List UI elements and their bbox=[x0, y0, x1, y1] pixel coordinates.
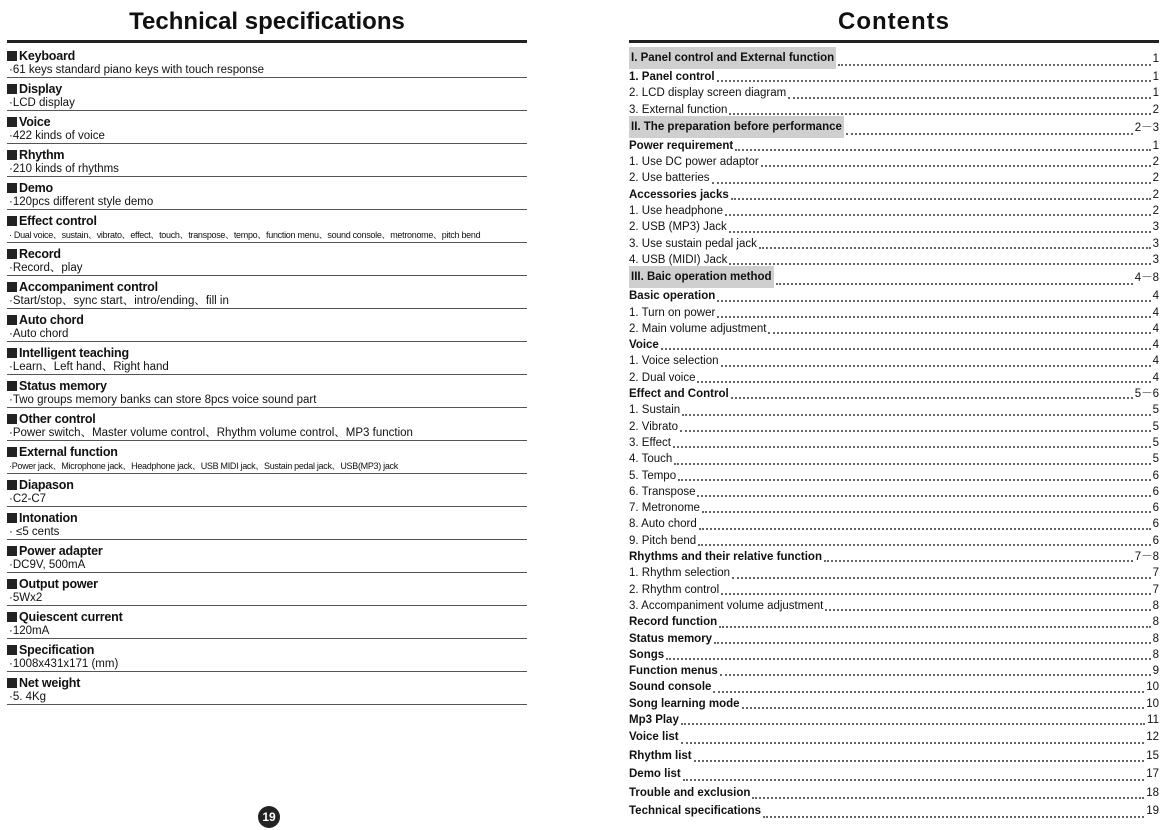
spec-name bbox=[7, 82, 527, 96]
dot-leader bbox=[776, 283, 1133, 285]
toc-entry-label: Technical specifications bbox=[629, 805, 762, 818]
toc-entry bbox=[629, 321, 1159, 337]
square-bullet-icon bbox=[7, 381, 17, 391]
spec-name bbox=[7, 544, 527, 558]
title-rule bbox=[7, 40, 527, 43]
square-bullet-icon bbox=[7, 183, 17, 193]
spec-name bbox=[7, 676, 527, 690]
toc-entry-label: Basic operation bbox=[629, 290, 716, 303]
toc-entry-label: Status memory bbox=[629, 632, 713, 645]
toc-entry-page: 17 bbox=[1146, 768, 1159, 781]
spec-name bbox=[7, 181, 527, 195]
spec-value: · ≤5 cents bbox=[7, 525, 527, 540]
spec-value: ·5. 4Kg bbox=[7, 690, 527, 705]
spec-name-text: Demo bbox=[19, 181, 53, 195]
spec-item bbox=[7, 313, 527, 342]
dot-leader bbox=[683, 779, 1144, 781]
spec-name-text: Net weight bbox=[19, 676, 81, 690]
dot-leader bbox=[681, 742, 1145, 744]
dot-leader bbox=[694, 760, 1145, 762]
toc-entry bbox=[629, 85, 1159, 101]
spec-value: ·210 kinds of rhythms bbox=[7, 162, 527, 177]
toc-entry bbox=[629, 138, 1159, 154]
toc-entry-label: Trouble and exclusion bbox=[629, 786, 751, 799]
dot-leader bbox=[763, 816, 1144, 818]
spec-name bbox=[7, 511, 527, 525]
toc-entry bbox=[629, 435, 1159, 451]
toc-entry-label: 8. Auto chord bbox=[629, 518, 697, 531]
toc-entry-label: 1. Use DC power adaptor bbox=[629, 156, 759, 169]
toc-entry-label: 2. Use batteries bbox=[629, 172, 710, 185]
toc-entry-label: Record function bbox=[629, 616, 718, 629]
toc-entry-label: 1. Turn on power bbox=[629, 306, 716, 319]
contents-page bbox=[629, 8, 1159, 821]
spec-item bbox=[7, 82, 527, 111]
toc-entry-label: II. The preparation before performance bbox=[629, 116, 844, 138]
spec-name-text: Rhythm bbox=[19, 148, 65, 162]
dot-leader bbox=[698, 544, 1150, 546]
toc-entry-page: 10 bbox=[1146, 681, 1159, 694]
spec-item bbox=[7, 49, 527, 78]
spec-name-text: Other control bbox=[19, 412, 96, 426]
spec-value: ·Record、play bbox=[7, 261, 527, 276]
spec-name bbox=[7, 313, 527, 327]
toc-entry-label: 2. USB (MP3) Jack bbox=[629, 221, 727, 234]
square-bullet-icon bbox=[7, 579, 17, 589]
dot-leader bbox=[699, 528, 1151, 530]
toc-entry bbox=[629, 419, 1159, 435]
toc-entry-label: 2. Vibrato bbox=[629, 420, 679, 433]
dot-leader bbox=[697, 495, 1150, 497]
toc-entry-page: 8 bbox=[1152, 632, 1159, 645]
dot-leader bbox=[731, 198, 1151, 200]
dot-leader bbox=[678, 479, 1150, 481]
spec-item bbox=[7, 445, 527, 474]
square-bullet-icon bbox=[7, 348, 17, 358]
toc-entry bbox=[629, 765, 1159, 784]
dot-leader bbox=[661, 348, 1151, 350]
toc-entry bbox=[629, 370, 1159, 386]
toc-entry-label: 6. Transpose bbox=[629, 485, 696, 498]
toc-entry bbox=[629, 118, 1159, 138]
toc-entry-page: 6 bbox=[1152, 469, 1159, 482]
toc-entry-page: 6 bbox=[1152, 502, 1159, 515]
spec-name bbox=[7, 412, 527, 426]
toc-entry-label: Rhythms and their relative function bbox=[629, 551, 822, 564]
spec-name bbox=[7, 577, 527, 591]
square-bullet-icon bbox=[7, 51, 17, 61]
dot-leader bbox=[846, 133, 1133, 135]
toc-entry-page: 2－3 bbox=[1134, 121, 1159, 134]
toc-entry-label: Demo list bbox=[629, 768, 681, 781]
toc-entry bbox=[629, 516, 1159, 532]
dot-leader bbox=[759, 247, 1151, 249]
toc-entry-label: III. Baic operation method bbox=[629, 266, 774, 288]
spec-item bbox=[7, 280, 527, 309]
toc-entry-label: 3. Use sustain pedal jack bbox=[629, 237, 757, 250]
spec-item bbox=[7, 379, 527, 408]
toc-entry-page: 10 bbox=[1146, 697, 1159, 710]
dot-leader bbox=[768, 332, 1150, 334]
dot-leader bbox=[713, 691, 1144, 693]
spec-name-text: Diapason bbox=[19, 478, 74, 492]
toc-entry bbox=[629, 49, 1159, 69]
toc-entry bbox=[629, 236, 1159, 252]
dot-leader bbox=[729, 113, 1150, 115]
toc-entry-page: 2 bbox=[1152, 172, 1159, 185]
spec-item bbox=[7, 181, 527, 210]
toc-entry-page: 11 bbox=[1147, 713, 1159, 726]
toc-entry bbox=[629, 614, 1159, 630]
toc-entry-page: 3 bbox=[1152, 237, 1159, 250]
spec-item bbox=[7, 544, 527, 573]
toc-entry bbox=[629, 170, 1159, 186]
toc-entry bbox=[629, 219, 1159, 235]
toc-entry-label: Song learning mode bbox=[629, 697, 740, 710]
toc-entry-page: 9 bbox=[1152, 665, 1159, 678]
dot-leader bbox=[824, 560, 1133, 562]
spec-name-text: Intonation bbox=[19, 511, 78, 525]
spec-name bbox=[7, 478, 527, 492]
toc-entry-page: 1 bbox=[1152, 71, 1159, 83]
spec-name-text: Effect control bbox=[19, 214, 97, 228]
spec-item bbox=[7, 247, 527, 276]
spec-name-text: Quiescent current bbox=[19, 610, 123, 624]
spec-item bbox=[7, 412, 527, 441]
square-bullet-icon bbox=[7, 249, 17, 259]
toc-entry-label: Voice list bbox=[629, 731, 679, 744]
spec-name bbox=[7, 214, 527, 228]
spec-value: ·C2-C7 bbox=[7, 492, 527, 507]
toc-entry-label: 2. Dual voice bbox=[629, 371, 696, 384]
spec-item bbox=[7, 478, 527, 507]
toc-entry-page: 19 bbox=[1146, 805, 1159, 818]
toc-entry-label: 1. Panel control bbox=[629, 71, 715, 83]
spec-item bbox=[7, 643, 527, 672]
toc-entry-page: 2 bbox=[1152, 205, 1159, 218]
spec-name-text: Record bbox=[19, 247, 61, 261]
toc-entry bbox=[629, 187, 1159, 203]
spec-value: ·DC9V, 500mA bbox=[7, 558, 527, 573]
square-bullet-icon bbox=[7, 150, 17, 160]
toc-entry bbox=[629, 500, 1159, 516]
toc-entry-page: 7 bbox=[1152, 583, 1159, 596]
toc-entry bbox=[629, 203, 1159, 219]
toc-entry-label: 4. USB (MIDI) Jack bbox=[629, 253, 728, 266]
spec-name bbox=[7, 247, 527, 261]
toc-entry bbox=[629, 154, 1159, 170]
dot-leader bbox=[719, 626, 1150, 628]
dot-leader bbox=[680, 430, 1151, 432]
toc-entry-page: 2 bbox=[1152, 188, 1159, 201]
toc-entry-label: 1. Sustain bbox=[629, 404, 681, 417]
toc-entry-page: 4 bbox=[1152, 322, 1159, 335]
square-bullet-icon bbox=[7, 612, 17, 622]
toc-entry bbox=[629, 582, 1159, 598]
toc-entry-page: 2 bbox=[1152, 156, 1159, 169]
toc-entry bbox=[629, 268, 1159, 288]
toc-entry bbox=[629, 533, 1159, 549]
square-bullet-icon bbox=[7, 513, 17, 523]
dot-leader bbox=[825, 609, 1150, 611]
toc-entry bbox=[629, 549, 1159, 565]
toc-entry-page: 5 bbox=[1152, 404, 1159, 417]
square-bullet-icon bbox=[7, 84, 17, 94]
square-bullet-icon bbox=[7, 117, 17, 127]
square-bullet-icon bbox=[7, 414, 17, 424]
spec-name-text: Power adapter bbox=[19, 544, 103, 558]
page-number-badge: 19 bbox=[258, 806, 280, 828]
toc-entry bbox=[629, 451, 1159, 467]
spec-value: ·Two groups memory banks can store 8pcs voice sound part bbox=[7, 393, 527, 408]
toc-entry bbox=[629, 468, 1159, 484]
spec-value: ·120mA bbox=[7, 624, 527, 639]
dot-leader bbox=[717, 300, 1150, 302]
toc-entry-label: 3. Accompaniment volume adjustment bbox=[629, 599, 824, 612]
spec-name-text: Intelligent teaching bbox=[19, 346, 129, 360]
toc-entry-page: 7 bbox=[1152, 567, 1159, 580]
dot-leader bbox=[720, 674, 1151, 676]
spec-name-text: Auto chord bbox=[19, 313, 84, 327]
technical-specifications-page bbox=[7, 8, 527, 709]
toc-entry-label: 1. Voice selection bbox=[629, 355, 719, 368]
toc-entry-page: 6 bbox=[1152, 518, 1159, 531]
spec-value: ·Auto chord bbox=[7, 327, 527, 342]
spec-value: ·5Wx2 bbox=[7, 591, 527, 606]
dot-leader bbox=[674, 463, 1150, 465]
spec-value: ·LCD display bbox=[7, 96, 527, 111]
spec-name bbox=[7, 280, 527, 294]
toc-entry-page: 1 bbox=[1152, 139, 1159, 152]
toc-entry bbox=[629, 663, 1159, 679]
dot-leader bbox=[666, 658, 1150, 660]
spec-item bbox=[7, 577, 527, 606]
toc-entry bbox=[629, 712, 1159, 728]
toc-entry bbox=[629, 386, 1159, 402]
toc-entry-page: 1 bbox=[1152, 87, 1159, 100]
toc-entry-label: 3. External function bbox=[629, 103, 728, 116]
toc-entry-label: Songs bbox=[629, 648, 665, 661]
dot-leader bbox=[752, 797, 1144, 799]
toc-entry-page: 2 bbox=[1152, 103, 1159, 116]
square-bullet-icon bbox=[7, 546, 17, 556]
toc-entry bbox=[629, 598, 1159, 614]
toc-entry-page: 5 bbox=[1152, 453, 1159, 466]
toc-entry bbox=[629, 631, 1159, 647]
toc-entry bbox=[629, 353, 1159, 369]
toc-entry bbox=[629, 288, 1159, 304]
toc-entry-label: 2. LCD display screen diagram bbox=[629, 87, 787, 100]
toc-entry-page: 8 bbox=[1152, 616, 1159, 629]
toc-entry-label: 4. Touch bbox=[629, 453, 673, 466]
spec-item bbox=[7, 346, 527, 375]
square-bullet-icon bbox=[7, 315, 17, 325]
spec-name bbox=[7, 643, 527, 657]
dot-leader bbox=[721, 593, 1150, 595]
toc-entry-page: 4－8 bbox=[1134, 272, 1159, 285]
toc-entry-page: 4 bbox=[1152, 306, 1159, 319]
spec-value: ·Power switch、Master volume control、Rhythm volume control、MP3 function bbox=[7, 426, 527, 441]
toc-entry bbox=[629, 647, 1159, 663]
spec-value: ·120pcs different style demo bbox=[7, 195, 527, 210]
toc-entry bbox=[629, 402, 1159, 418]
spec-name-text: Voice bbox=[19, 115, 51, 129]
spec-item bbox=[7, 115, 527, 144]
square-bullet-icon bbox=[7, 678, 17, 688]
dot-leader bbox=[788, 97, 1150, 99]
toc-entry bbox=[629, 747, 1159, 766]
spec-item bbox=[7, 610, 527, 639]
dot-leader bbox=[761, 165, 1151, 167]
dot-leader bbox=[673, 446, 1151, 448]
toc-entry-label: Rhythm list bbox=[629, 749, 692, 762]
toc-entry-page: 1 bbox=[1152, 53, 1159, 65]
toc-entry bbox=[629, 69, 1159, 85]
dot-leader bbox=[717, 316, 1150, 318]
toc-entry-page: 4 bbox=[1152, 339, 1159, 352]
toc-entry-page: 4 bbox=[1152, 371, 1159, 384]
toc-entry-label: 3. Effect bbox=[629, 436, 671, 449]
toc-entry-page: 7－8 bbox=[1134, 551, 1159, 564]
spec-name-text: Display bbox=[19, 82, 63, 96]
toc-entry-label: 9. Pitch bend bbox=[629, 534, 697, 547]
toc-entry-page: 6 bbox=[1152, 534, 1159, 547]
spec-name bbox=[7, 49, 527, 63]
toc-entry-label: 5. Tempo bbox=[629, 469, 677, 482]
spec-name bbox=[7, 346, 527, 360]
spec-value: ·Power jack、Microphone jack、Headphone jack、USB MIDI jack、Sustain pedal jack、USB(MP3) jack bbox=[7, 459, 527, 474]
spec-value: · Dual voice、sustain、vibrato、effect、touch、transpose、tempo、function menu、sound console、metronome、pitch bend bbox=[7, 228, 527, 243]
dot-leader bbox=[702, 511, 1151, 513]
toc-entry-page: 8 bbox=[1152, 648, 1159, 661]
dot-leader bbox=[838, 64, 1150, 66]
toc-entry-page: 5 bbox=[1152, 436, 1159, 449]
toc-entry-page: 4 bbox=[1152, 355, 1159, 368]
spec-name bbox=[7, 610, 527, 624]
spec-name-text: Keyboard bbox=[19, 49, 76, 63]
toc-entry bbox=[629, 484, 1159, 500]
dot-leader bbox=[714, 642, 1151, 644]
dot-leader bbox=[732, 577, 1151, 579]
square-bullet-icon bbox=[7, 645, 17, 655]
spec-value: ·422 kinds of voice bbox=[7, 129, 527, 144]
spec-item bbox=[7, 511, 527, 540]
toc-entry bbox=[629, 337, 1159, 353]
toc-entry-label: Voice bbox=[629, 339, 659, 352]
toc-entry bbox=[629, 802, 1159, 821]
toc-entry-label: I. Panel control and External function bbox=[629, 47, 836, 69]
toc-entry-label: 7. Metronome bbox=[629, 502, 700, 515]
square-bullet-icon bbox=[7, 480, 17, 490]
toc-entry bbox=[629, 305, 1159, 321]
spec-name bbox=[7, 379, 527, 393]
toc-entry-page: 5－6 bbox=[1134, 388, 1159, 401]
contents-title: Contents bbox=[838, 8, 950, 35]
page-title: Technical specifications bbox=[129, 8, 405, 35]
toc-entry bbox=[629, 679, 1159, 695]
dot-leader bbox=[725, 214, 1151, 216]
dot-leader bbox=[697, 381, 1150, 383]
spec-name-text: Specification bbox=[19, 643, 95, 657]
square-bullet-icon bbox=[7, 216, 17, 226]
toc-entry-page: 18 bbox=[1146, 786, 1159, 799]
spec-name bbox=[7, 148, 527, 162]
toc-entry-page: 15 bbox=[1146, 749, 1159, 762]
toc-entry-label: 2. Main volume adjustment bbox=[629, 322, 767, 335]
spec-item bbox=[7, 214, 527, 243]
dot-leader bbox=[681, 723, 1145, 725]
toc-entry-page: 5 bbox=[1152, 420, 1159, 433]
dot-leader bbox=[729, 263, 1150, 265]
spec-value: ·61 keys standard piano keys with touch response bbox=[7, 63, 527, 78]
spec-name-text: Accompaniment control bbox=[19, 280, 158, 294]
toc-entry-page: 3 bbox=[1152, 221, 1159, 234]
toc-entry bbox=[629, 784, 1159, 803]
spec-name-text: Output power bbox=[19, 577, 98, 591]
toc-entry bbox=[629, 565, 1159, 581]
toc-entry bbox=[629, 728, 1159, 747]
dot-leader bbox=[729, 231, 1151, 233]
dot-leader bbox=[731, 397, 1133, 399]
spec-item bbox=[7, 676, 527, 705]
toc-entry-label: 1. Use headphone bbox=[629, 205, 723, 218]
spec-name-text: External function bbox=[19, 445, 118, 459]
toc-entry-label: 1. Rhythm selection bbox=[629, 567, 730, 580]
contents-title-rule bbox=[629, 40, 1159, 43]
spec-value: ·Start/stop、sync start、intro/ending、fill in bbox=[7, 294, 527, 309]
spec-value: ·Learn、Left hand、Right hand bbox=[7, 360, 527, 375]
dot-leader bbox=[735, 149, 1150, 151]
dot-leader bbox=[717, 80, 1151, 82]
toc-entry-label: Effect and Control bbox=[629, 388, 729, 401]
toc-entry-label: Function menus bbox=[629, 665, 718, 678]
toc-entry-page: 12 bbox=[1146, 731, 1159, 744]
spec-value: ·1008x431x171 (mm) bbox=[7, 657, 527, 672]
spec-item bbox=[7, 148, 527, 177]
toc-entry-label: Mp3 Play bbox=[629, 713, 679, 726]
spec-list bbox=[7, 49, 527, 705]
spec-name bbox=[7, 445, 527, 459]
dot-leader bbox=[712, 182, 1151, 184]
spec-name-text: Status memory bbox=[19, 379, 107, 393]
toc-entry-page: 8 bbox=[1152, 599, 1159, 612]
toc-entry-label: Sound console bbox=[629, 681, 712, 694]
spec-name bbox=[7, 115, 527, 129]
dot-leader bbox=[682, 414, 1150, 416]
toc-entry-label: Accessories jacks bbox=[629, 188, 729, 201]
toc-entry-label: Power requirement bbox=[629, 139, 734, 152]
toc-entry-label: 2. Rhythm control bbox=[629, 583, 720, 596]
table-of-contents bbox=[629, 49, 1159, 821]
toc-entry-page: 3 bbox=[1152, 253, 1159, 266]
toc-entry-page: 4 bbox=[1152, 290, 1159, 303]
square-bullet-icon bbox=[7, 282, 17, 292]
toc-entry bbox=[629, 696, 1159, 712]
square-bullet-icon bbox=[7, 447, 17, 457]
dot-leader bbox=[742, 707, 1145, 709]
toc-entry-page: 6 bbox=[1152, 485, 1159, 498]
dot-leader bbox=[721, 365, 1151, 367]
